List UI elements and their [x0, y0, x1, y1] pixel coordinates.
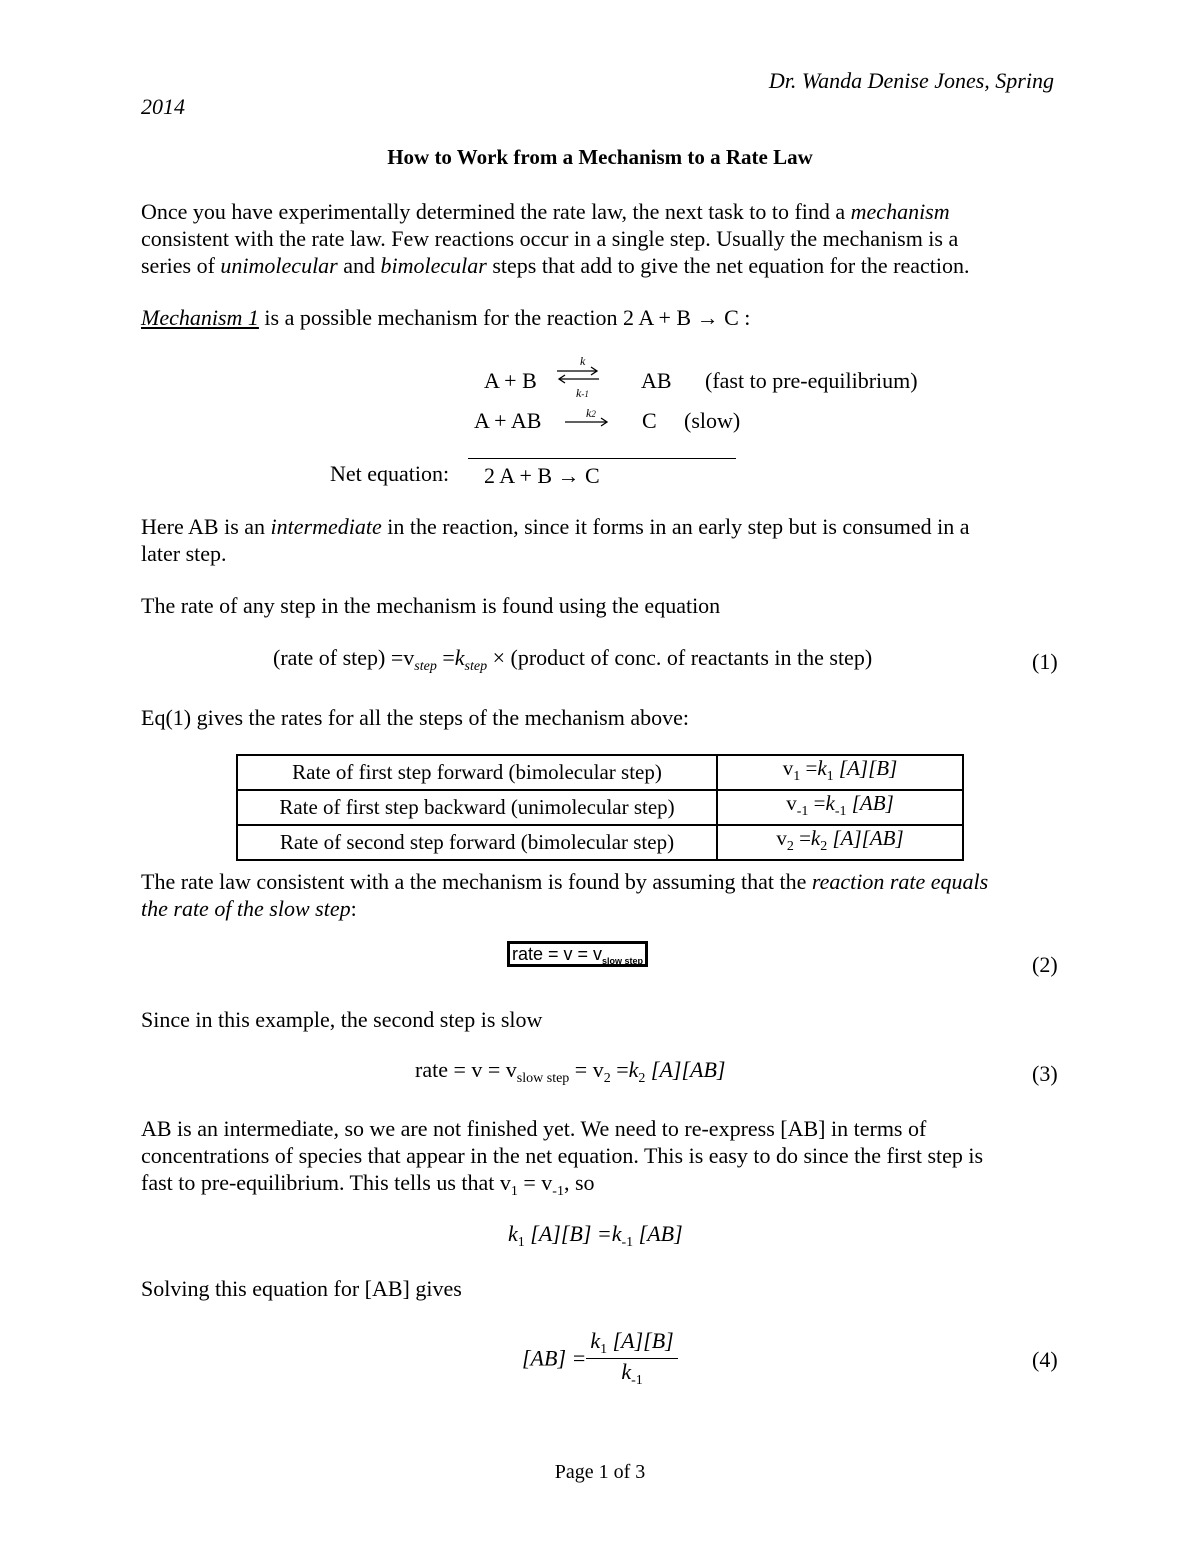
- slow-text: The rate law consistent with a the mechanism is found by assuming that the: [141, 869, 812, 894]
- net-equation-label: Net equation:: [330, 461, 450, 486]
- example-text: Since in this example, the second step is slow: [141, 1007, 543, 1032]
- rate-concentrations: [A][AB]: [827, 826, 904, 850]
- rate-table-row: [237, 755, 963, 790]
- mechanism-step-1-note: (fast to pre-equilibrium): [705, 368, 918, 393]
- equation-2: [507, 941, 648, 967]
- equil-k-symbol: k: [508, 1221, 518, 1246]
- slow-step-paragraph: [141, 868, 988, 922]
- mechanism-step-2-lhs: A + AB: [474, 408, 542, 433]
- rate-table-row: [237, 825, 963, 860]
- eq3-subscript: 2: [603, 1071, 611, 1086]
- reexpress-text: = v: [517, 1170, 553, 1195]
- reexpress-subscript: 1: [510, 1184, 518, 1199]
- net-equation-rule: [468, 458, 736, 459]
- rate-expression-cell: [717, 825, 963, 860]
- mechanism-step-1-lhs: A + B: [484, 368, 537, 393]
- rate-v-symbol: v: [776, 826, 787, 850]
- rate-subscript: 2: [820, 839, 828, 854]
- eq4-numerator: [586, 1328, 677, 1359]
- intro-text: series of: [141, 253, 221, 278]
- rate-expression-cell: [717, 755, 963, 790]
- mechanism-label: Mechanism 1: [141, 305, 259, 330]
- reexpress-text: fast to pre-equilibrium. This tells us that v: [141, 1170, 511, 1195]
- eq1-part: × (product of conc. of reactants in the step): [487, 645, 873, 670]
- reexpress-subscript: -1: [552, 1184, 564, 1199]
- km1-symbol: k: [576, 386, 582, 400]
- rate-expression-cell: [717, 790, 963, 825]
- eq3-k-symbol: k: [628, 1057, 639, 1082]
- eq3-part: rate = v = v: [415, 1057, 517, 1082]
- rate-table-body: [237, 755, 963, 860]
- rate-intro-text: The rate of any step in the mechanism is found using the equation: [141, 593, 721, 618]
- solving-text: Solving this equation for [AB] gives: [141, 1276, 462, 1301]
- equil-subscript: 1: [517, 1235, 525, 1250]
- rate-k-symbol: k: [817, 756, 827, 780]
- rate-k-symbol: k: [825, 791, 835, 815]
- eq4-subscript: 1: [600, 1342, 608, 1357]
- eq3-subscript: slow step: [516, 1071, 570, 1086]
- slow-emphasis: the rate of the slow step: [141, 896, 351, 921]
- rate-constant-k2: [586, 406, 596, 421]
- intro-term-unimolecular: unimolecular: [220, 253, 338, 278]
- net-equation: 2 A + B → C: [484, 463, 600, 488]
- eq4-denominator: [586, 1359, 677, 1389]
- intro-term-bimolecular: bimolecular: [380, 253, 487, 278]
- k1-symbol: k: [580, 354, 586, 368]
- equil-part: [A][B] =: [524, 1221, 612, 1246]
- mechanism-step-2-rhs: C: [642, 408, 657, 433]
- intermediate-text: in the reaction, since it forms in an early step but is consumed in a: [381, 514, 970, 539]
- rate-v-symbol: v: [786, 791, 797, 815]
- rate-concentrations: [AB]: [846, 791, 894, 815]
- rate-subscript: -1: [796, 804, 809, 819]
- equil-subscript: -1: [621, 1235, 634, 1250]
- rate-table: [236, 754, 964, 861]
- k2-symbol: k: [586, 406, 592, 420]
- eq4-k-symbol: k: [621, 1359, 632, 1384]
- eq1-k-symbol: k: [454, 645, 465, 670]
- intro-text: Once you have experimentally determined the rate law, the next task to to find a: [141, 199, 851, 224]
- eq1-part: (rate of step) =v: [273, 645, 415, 670]
- equation-3-number: (3): [1032, 1061, 1058, 1086]
- header-year: 2014: [141, 94, 185, 119]
- equation-4-number: (4): [1032, 1347, 1058, 1372]
- rate-description-cell: Rate of second step forward (bimolecular step): [237, 825, 717, 860]
- equil-k-symbol: k: [611, 1221, 622, 1246]
- eq2-subscript: slow step: [602, 956, 644, 966]
- rate-k-symbol: k: [810, 826, 821, 850]
- intro-paragraph: [141, 198, 969, 279]
- equation-4: [522, 1328, 678, 1389]
- eq3-part: =: [610, 1057, 629, 1082]
- header-author: Dr. Wanda Denise Jones, Spring: [768, 68, 1054, 93]
- equil-part: [AB]: [633, 1221, 683, 1246]
- eq2-main: rate = v = v: [512, 944, 603, 964]
- rate-equals: =: [800, 756, 818, 780]
- equilibrium-equation: [508, 1221, 683, 1251]
- slow-text: :: [350, 896, 357, 921]
- eq1-subscript: step: [414, 659, 437, 674]
- intro-text: and: [337, 253, 381, 278]
- rate-description-cell: Rate of first step backward (unimolecular step): [237, 790, 717, 825]
- mechanism-step-1-rhs: AB: [641, 368, 672, 393]
- rate-constant-k1: [580, 354, 585, 369]
- eq3-subscript: 2: [638, 1071, 646, 1086]
- eq4-concentrations: [A][B]: [607, 1328, 674, 1353]
- rate-v-symbol: v: [782, 756, 794, 780]
- mechanism-text: is a possible mechanism for the reaction 2 A + B → C :: [258, 305, 751, 330]
- intro-text: consistent with the rate law. Few reactions occur in a single step. Usually the mechanism is a: [141, 226, 959, 251]
- rate-equals: =: [793, 826, 811, 850]
- intro-text: steps that add to give the net equation for the reaction.: [486, 253, 970, 278]
- eq4-lhs: [AB] =: [522, 1345, 587, 1371]
- slow-emphasis: reaction rate equals: [811, 869, 989, 894]
- intermediate-term: intermediate: [270, 514, 382, 539]
- k2-subscript: 2: [591, 409, 596, 419]
- equation-2-box: [507, 944, 648, 966]
- eq1-description: Eq(1) gives the rates for all the steps of the mechanism above:: [141, 705, 689, 730]
- equation-3: [415, 1057, 725, 1087]
- eq4-k-symbol: k: [590, 1328, 601, 1353]
- eq4-fraction: [586, 1328, 677, 1389]
- eq3-concentrations: [A][AB]: [645, 1057, 726, 1082]
- rate-subscript: -1: [834, 804, 847, 819]
- intermediate-paragraph: [141, 513, 969, 567]
- page-number: Page 1 of 3: [554, 1461, 646, 1483]
- document-title: How to Work from a Mechanism to a Rate Law: [387, 145, 813, 169]
- reexpress-paragraph: [141, 1115, 983, 1205]
- intermediate-text: later step.: [141, 541, 227, 566]
- rate-concentrations: [A][B]: [833, 756, 898, 780]
- eq1-subscript: step: [464, 659, 488, 674]
- reexpress-text: AB is an intermediate, so we are not finished yet. We need to re-express [AB] in terms of: [141, 1116, 927, 1141]
- equation-2-number: (2): [1032, 952, 1058, 977]
- reexpress-text: concentrations of species that appear in the net equation. This is easy to do since the first step is: [141, 1143, 984, 1168]
- rate-table-row: [237, 790, 963, 825]
- rate-equals: =: [808, 791, 826, 815]
- km1-subscript: -1: [581, 389, 589, 399]
- reexpress-text: , so: [563, 1170, 595, 1195]
- rate-subscript: 1: [793, 769, 801, 784]
- eq4-subscript: -1: [631, 1373, 643, 1388]
- equation-1-number: (1): [1032, 649, 1058, 674]
- rate-subscript: 1: [826, 769, 834, 784]
- intro-term-mechanism: mechanism: [850, 199, 950, 224]
- rate-description-cell: Rate of first step forward (bimolecular step): [237, 755, 717, 790]
- eq3-part: = v: [569, 1057, 604, 1082]
- rate-subscript: 2: [786, 839, 794, 854]
- mechanism-step-2-note: (slow): [684, 408, 741, 433]
- equation-1: [273, 645, 872, 675]
- intermediate-text: Here AB is an: [141, 514, 271, 539]
- mechanism-statement: [141, 304, 750, 331]
- eq1-part: =: [436, 645, 455, 670]
- rate-constant-km1: [576, 386, 589, 401]
